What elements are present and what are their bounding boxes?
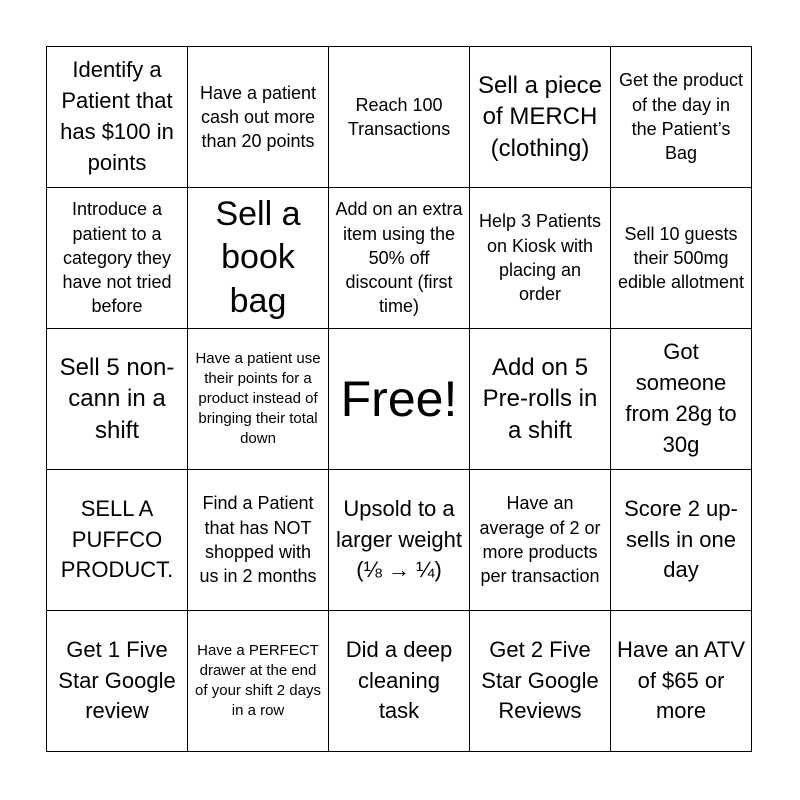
- free-space-text: Free!: [340, 370, 458, 427]
- bingo-cell-r4-c1[interactable]: [47, 470, 188, 611]
- cell-text: Identify a Patient that has $100 in points: [60, 57, 174, 175]
- cell-text: Add on 5 Pre-rolls in a shift: [482, 354, 598, 444]
- cell-text: Get 1 Five Star Google review: [58, 636, 176, 724]
- bingo-cell-r3-c4[interactable]: [470, 329, 611, 470]
- bingo-cell-r1-c3[interactable]: [329, 47, 470, 188]
- bingo-cell-free[interactable]: [329, 329, 470, 470]
- bingo-cell-r2-c1[interactable]: [47, 188, 188, 329]
- cell-text: Have a patient cash out more than 20 points: [199, 82, 317, 152]
- cell-text: Sell 5 non-cann in a shift: [59, 354, 175, 444]
- bingo-cell-r1-c2[interactable]: [188, 47, 329, 188]
- cell-text: Sell a book bag: [215, 195, 301, 320]
- bingo-cell-r3-c1[interactable]: [47, 329, 188, 470]
- bingo-cell-r2-c5[interactable]: [611, 188, 752, 329]
- cell-text: Reach 100 Transactions: [347, 94, 451, 139]
- bingo-cell-r1-c1[interactable]: [47, 47, 188, 188]
- cell-text: Have a PERFECT drawer at the end of your shift 2 days in a row: [195, 642, 321, 719]
- cell-text: Upsold to a larger weight (⅛ → ¼): [336, 495, 462, 583]
- bingo-cell-r3-c2[interactable]: [188, 329, 329, 470]
- cell-text: Get 2 Five Star Google Reviews: [481, 636, 599, 724]
- cell-text: SELL A PUFFCO PRODUCT.: [60, 495, 174, 583]
- bingo-cell-r5-c1[interactable]: [47, 611, 188, 752]
- bingo-cell-r3-c5[interactable]: [611, 329, 752, 470]
- cell-text: Have an ATV of $65 or more: [617, 636, 745, 724]
- bingo-cell-r5-c2[interactable]: [188, 611, 329, 752]
- bingo-cell-r2-c2[interactable]: [188, 188, 329, 329]
- bingo-board: [46, 46, 752, 752]
- cell-text: Add on an extra item using the 50% off discount (first time): [335, 199, 463, 317]
- cell-text: Score 2 up-sells in one day: [624, 495, 738, 583]
- bingo-cell-r4-c5[interactable]: [611, 470, 752, 611]
- bingo-cell-r2-c4[interactable]: [470, 188, 611, 329]
- bingo-cell-r1-c5[interactable]: [611, 47, 752, 188]
- cell-text: Introduce a patient to a category they have not tried before: [62, 199, 172, 317]
- cell-text: Sell 10 guests their 500mg edible allotment: [617, 223, 745, 293]
- bingo-cell-r1-c4[interactable]: [470, 47, 611, 188]
- bingo-cell-r5-c5[interactable]: [611, 611, 752, 752]
- bingo-cell-r4-c3[interactable]: [329, 470, 470, 611]
- cell-text: Did a deep cleaning task: [345, 636, 453, 724]
- cell-text: Have a patient use their points for a product instead of bringing their total down: [195, 350, 321, 447]
- bingo-cell-r2-c3[interactable]: [329, 188, 470, 329]
- bingo-cell-r5-c4[interactable]: [470, 611, 611, 752]
- bingo-cell-r4-c4[interactable]: [470, 470, 611, 611]
- cell-text: Find a Patient that has NOT shopped with us in 2 months: [199, 493, 317, 587]
- cell-text: Get the product of the day in the Patient’s Bag: [618, 70, 744, 164]
- bingo-cell-r4-c2[interactable]: [188, 470, 329, 611]
- cell-text: Got someone from 28g to 30g: [625, 339, 737, 457]
- cell-text: Help 3 Patients on Kiosk with placing an order: [478, 211, 602, 305]
- cell-text: Have an average of 2 or more products per transaction: [479, 493, 601, 587]
- bingo-cell-r5-c3[interactable]: [329, 611, 470, 752]
- cell-text: Sell a piece of MERCH (clothing): [477, 72, 603, 162]
